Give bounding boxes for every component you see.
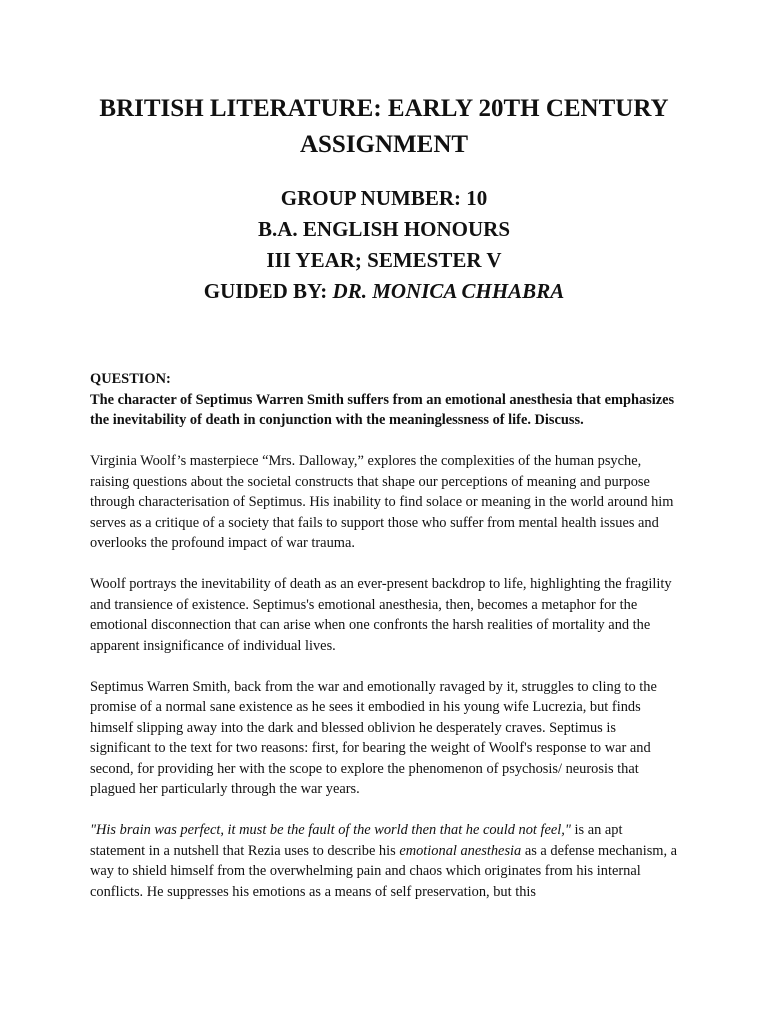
question-label: QUESTION: <box>90 371 171 387</box>
group-number: GROUP NUMBER: 10 <box>280 186 488 210</box>
paragraph-1: Virginia Woolf’s masterpiece “Mrs. Dalloway,” explores the complexities of the human psyche, raising questions about the societal constructs that shape our perceptions of meaning and purpose through characterisation of Septimus. His inability to find solace or meaning in the world around him serves as a critique of a society that fails to support those who suffer from mental health issues and overlooks the profound impact of war trauma. <box>90 453 674 551</box>
quote-text: "His brain was perfect, it must be the fault of the world then that he could not feel," <box>90 822 571 838</box>
question-text: The character of Septimus Warren Smith suffers from an emotional anesthesia that emphasizes the inevitability of death in conjunction with the meaninglessness of life. Discuss. <box>90 391 675 428</box>
paragraph-3: Septimus Warren Smith, back from the war and emotionally ravaged by it, struggles to cling to the promise of a normal sane existence as he sees it embodied in his young wife Lucrezia, but finds himself slipping away into the dark and blessed oblivion he desperately craves. Septimus is significant to the text for two reasons: first, for bearing the weight of Woolf's response to war and second, for providing her with the scope to explore the phenomenon of psychosis/ neurosis that plagued her particularly through the war years. <box>90 678 657 797</box>
guided-by <box>0 276 768 307</box>
title-line-2: ASSIGNMENT <box>299 131 469 158</box>
paragraph-4 <box>90 820 678 902</box>
emphasis-text: emotional anesthesia <box>399 842 522 859</box>
guide-name: DR. MONICA CHHABRA <box>332 279 565 303</box>
paragraph-2: Woolf portrays the inevitability of death as an ever-present backdrop to life, highlighting the fragility and transience of existence. Septimus's emotional anesthesia, then, becomes a metaphor for the emotional disconnection that can arise when one confronts the harsh realities of mortality and the apparent insignificance of individual lives. <box>90 576 672 654</box>
question-block <box>90 369 678 431</box>
guided-by-label: GUIDED BY: <box>203 279 328 303</box>
assignment-details <box>0 183 768 307</box>
paragraph-4-text-1: is an apt statement in a nutshell that Rezia uses to describe his <box>90 822 623 859</box>
year-semester: III YEAR; SEMESTER V <box>266 248 502 272</box>
paragraph-4-text-2: as a defense mechanism, a way to shield himself from the overwhelming pain and chaos which originates from his internal conflicts. He suppresses his emotions as a means of self preservation, but this <box>90 842 678 900</box>
document-body <box>90 369 678 902</box>
title-line-1: BRITISH LITERATURE: EARLY 20TH CENTURY <box>99 95 669 122</box>
course-name: B.A. ENGLISH HONOURS <box>257 217 511 241</box>
document-title <box>0 91 768 163</box>
